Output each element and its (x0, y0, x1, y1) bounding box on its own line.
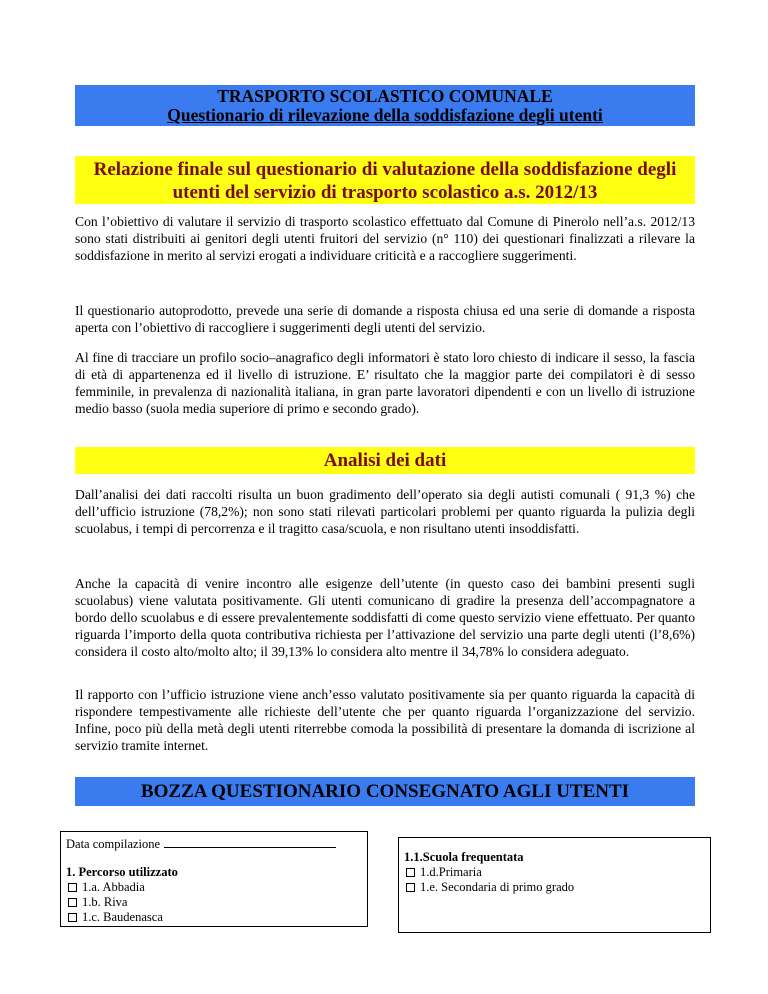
analisi-title: Analisi dei dati (75, 447, 695, 474)
checkbox-icon[interactable] (68, 913, 77, 922)
form-box-scuola (398, 837, 711, 933)
option-label: 1.c. Baudenasca (82, 910, 163, 924)
option-riva[interactable] (66, 895, 362, 910)
option-primaria[interactable] (404, 865, 705, 880)
date-field-label: Data compilazione (66, 837, 161, 851)
option-label: 1.b. Riva (82, 895, 128, 909)
option-baudenasca[interactable] (66, 910, 362, 925)
option-secondaria[interactable] (404, 880, 705, 895)
bozza-title: BOZZA QUESTIONARIO CONSEGNATO AGLI UTENTI (75, 777, 695, 806)
checkbox-icon[interactable] (406, 883, 415, 892)
option-label: 1.e. Secondaria di primo grado (420, 880, 575, 894)
question-1-1-title: 1.1.Scuola frequentata (404, 850, 524, 864)
analisi-paragraph-3: Il rapporto con l’ufficio istruzione viene anch’esso valutato positivamente sia per quanto riguarda la capacità di rispondere tempestivamente alle richieste dell’utente che per quanto riguarda l’organizzazione del servizio. Infine, poco più della metà degli utenti riterrebbe comoda la possibilità di presentare la domanda di iscrizione al servizio tramite internet. (75, 687, 695, 753)
option-label: 1.d.Primaria (420, 865, 482, 879)
option-label: 1.a. Abbadia (82, 880, 145, 894)
header-subtitle: Questionario di rilevazione della soddisfazione degli utenti (167, 105, 603, 125)
report-title: Relazione finale sul questionario di valutazione della soddisfazione degli utenti del servizio di trasporto scolastico a.s. 2012/13 (75, 156, 695, 204)
header-title: TRASPORTO SCOLASTICO COMUNALE (217, 86, 553, 106)
report-paragraph-2: Il questionario autoprodotto, prevede una serie di domande a risposta chiusa ed una serie di domande a risposta aperta con l’obiettivo di raccogliere i suggerimenti degli utenti del servizio. (75, 303, 695, 335)
analisi-paragraph-1: Dall’analisi dei dati raccolti risulta un buon gradimento dell’operato sia degli autisti comunali ( 91,3 %) che dell’ufficio istruzione (78,2%); non sono stati rilevati particolari problemi per quanto riguarda la pulizia degli scuolabus, i tempi di percorrenza e il tragitto casa/scuola, e non risultano utenti insoddisfatti. (75, 487, 695, 536)
date-field-row (66, 836, 362, 852)
report-paragraph-3: Al fine di tracciare un profilo socio–anagrafico degli informatori è stato loro chiesto di indicare il sesso, la fascia di età di appartenenza ed il livello di istruzione. E’ risultato che la maggior parte dei compilatori è di sesso femminile, in prevalenza di nazionalità italiana, in gran parte lavoratori dipendenti e con un livello di istruzione medio basso (suola media superiore di primo e secondo grado). (75, 350, 695, 416)
option-abbadia[interactable] (66, 880, 362, 895)
checkbox-icon[interactable] (406, 868, 415, 877)
checkbox-icon[interactable] (68, 883, 77, 892)
checkbox-icon[interactable] (68, 898, 77, 907)
report-paragraph-1: Con l’obiettivo di valutare il servizio di trasporto scolastico effettuato dal Comune di Pinerolo nell’a.s. 2012/13 sono stati distribuiti ai genitori degli utenti fruitori del servizio (n° 110) dei questionari finalizzati a rilevare la soddisfazione in merito al servizi erogati a individuare criticità e a raccogliere suggerimenti. (75, 214, 695, 263)
form-box-percorso (60, 831, 368, 927)
date-field-input[interactable] (164, 836, 336, 848)
question-1-title: 1. Percorso utilizzato (66, 865, 178, 879)
analisi-paragraph-2: Anche la capacità di venire incontro alle esigenze dell’utente (in questo caso dei bambini presenti sugli scuolabus) viene valutata positivamente. Gli utenti comunicano di gradire la presenza dell’accompagnatore a bordo dello scuolabus e di essere prevalentemente soddisfatti di come questo servizio viene effettuato. Per quanto riguarda l’importo della quota contributiva richiesta per l’attivazione del servizio una parte degli utenti (l’8,6%) considera il costo alto/molto alto; il 39,13% lo considera alto mentre il 34,78% lo considera adeguato. (75, 576, 695, 659)
header-banner (75, 85, 695, 126)
